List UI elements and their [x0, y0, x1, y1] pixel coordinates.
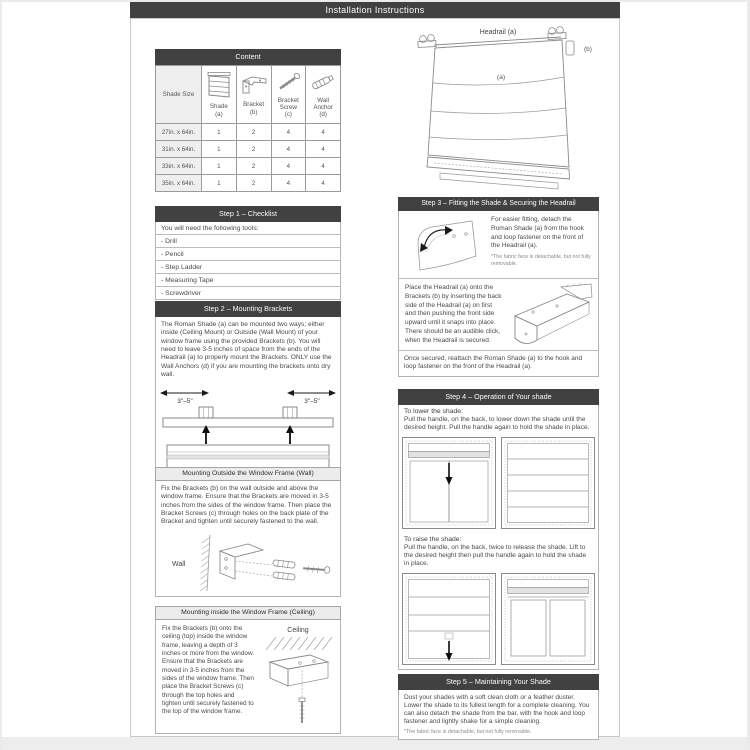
step4-section — [398, 389, 599, 670]
ceiling-mount-header: Mounting inside the Window Frame (Ceiling) — [155, 606, 341, 620]
step3-block2-text: Place the Headrail (a) onto the Brackets (b) by inserting the back side of the Headrail (a) on first and then pushing the front side upward until it snaps into place. There should be an audible click, when the Headrail is secured. — [405, 284, 502, 344]
col-header-bracket-screw — [271, 66, 306, 124]
ceiling-label: Ceiling — [287, 627, 309, 634]
step2-diagram-wrap — [156, 382, 340, 475]
shade-label: (a) — [496, 74, 506, 81]
sheet-body — [130, 18, 620, 737]
raise-shade-heading: To raise the shade: — [404, 535, 462, 543]
checklist-item: - Step Ladder — [156, 261, 340, 274]
ceiling-mount-box — [155, 620, 341, 734]
col-label: Bracket Screw — [277, 96, 299, 111]
cell-size: 31in. x 64in. — [156, 141, 202, 158]
step1-header: Step 1 – Checklist — [155, 206, 341, 222]
shade-overview-section — [398, 21, 599, 195]
cell-value: 1 — [202, 124, 237, 141]
step5-note: *The fabric face is detachable, but not fully removable. — [404, 728, 532, 735]
bracket-label: (b) — [584, 46, 592, 53]
step2-body: The Roman Shade (a) can be mounted two ways; either inside (Ceiling Mount) or Outside (Wall Mount) of your window frame using the provided Brackets (b). You will need to leave 3-5 inches of space from the ends of the Headrail (a) to properly mount the Brackets. ONLY use the Wall Anchors (d) if you are mounting the brackets onto dry wall. — [161, 321, 332, 379]
col-sub: (b) — [249, 108, 258, 116]
col-header-wall-anchor — [306, 66, 341, 124]
wall-anchor-icon — [309, 71, 337, 93]
wall-mount-header: Mounting Outside the Window Frame (Wall) — [155, 467, 341, 481]
checklist-item: - Drill — [156, 235, 340, 248]
wall-diagram-wrap — [156, 529, 340, 596]
step3-box — [398, 211, 599, 377]
cell-value: 4 — [306, 175, 341, 192]
wall-mount-box — [155, 481, 341, 597]
raise-diagrams — [399, 571, 598, 669]
content-section-header: Content — [155, 49, 341, 65]
step5-section — [398, 674, 599, 740]
step4-box — [398, 405, 599, 670]
col-label: Bracket — [243, 101, 265, 109]
step4-header: Step 4 – Operation of Your shade — [398, 389, 599, 405]
cell-value: 2 — [236, 158, 271, 175]
step5-box — [398, 690, 599, 740]
checklist-item: - Pencil — [156, 248, 340, 261]
col-label: Wall Anchor — [313, 96, 333, 111]
cell-value: 2 — [236, 175, 271, 192]
cell-value: 2 — [236, 141, 271, 158]
wall-label: Wall — [172, 560, 186, 568]
detach-fastener-diagram — [402, 214, 488, 274]
table-row — [156, 124, 341, 141]
window-shade-lowered-diagram — [501, 437, 595, 529]
wall-mount-diagram — [160, 531, 336, 593]
step3-block1-text — [488, 214, 595, 274]
checklist-item: - Measuring Tape — [156, 274, 340, 287]
content-section — [155, 49, 341, 192]
headrail-snap-diagram — [505, 282, 595, 348]
roman-shade-diagram — [398, 21, 598, 193]
step3-section — [398, 197, 599, 377]
step3-block1 — [399, 211, 598, 279]
lower-shade-body: Pull the handle, on the back, to lower down the shade until the desired height. Pull the handle again to hold the shade in place. — [404, 416, 590, 432]
col-header-bracket — [236, 66, 271, 124]
step3-block3: Once secured, reattach the Roman Shade (a) to the hook and loop fastener on the front of the Headrail (a). — [399, 350, 598, 376]
bracket-spacing-diagram — [158, 384, 338, 472]
cell-value: 1 — [202, 141, 237, 158]
table-row — [156, 175, 341, 192]
cell-value: 4 — [306, 158, 341, 175]
step3-block1-body: For easier fitting, detach the Roman Shade (a) from the hook and loop fastener on the front of the Headrail (a). — [491, 216, 584, 250]
dimension-label-left: 3"–5" — [177, 397, 193, 405]
cell-value: 4 — [271, 175, 306, 192]
step5-body: Dust your shades with a soft clean cloth or a feather duster. Lower the shade to its fullest length for a complete cleaning. You can also detach the shade from the bar, with the hook and loop fastener and lightly shake for a simple cleaning. — [404, 694, 590, 725]
col-sub: (a) — [215, 110, 223, 118]
cell-value: 1 — [202, 158, 237, 175]
window-shade-release-diagram — [402, 573, 496, 665]
lower-diagrams — [399, 435, 598, 533]
step1-section — [155, 206, 341, 300]
col-sub: (c) — [284, 111, 292, 119]
cell-value: 4 — [271, 141, 306, 158]
content-table — [155, 65, 341, 192]
page-edge-bottom — [0, 737, 750, 750]
cell-value: 2 — [236, 124, 271, 141]
cell-size: 27in. x 64in. — [156, 124, 202, 141]
step5-header: Step 5 – Maintaining Your Shade — [398, 674, 599, 690]
step2-box — [155, 317, 341, 476]
raise-shade-body: Pull the handle, on the back, twice to release the shade. Lift to the desired height then pull the handle again to hold the shade in place. — [404, 543, 587, 568]
col-label: Shade — [209, 103, 228, 111]
window-shade-raised-diagram — [501, 573, 595, 665]
ceiling-mount-body: Fix the Brackets (b) onto the ceiling (top) inside the window frame, leaving a depth of 3 inches or more from the window. Ensure that the Brackets are moved in 3-5 inches from the sides of the window frame. Then place the Bracket Screws (c) through the top holes and tighten until securely fastened to the top of the window frame. — [162, 625, 254, 716]
col-sub: (d) — [319, 111, 327, 119]
cell-value: 4 — [306, 124, 341, 141]
col-header-shade — [202, 66, 237, 124]
dimension-label-right: 3"–5" — [304, 397, 320, 405]
wall-mount-section — [155, 467, 341, 597]
col-header-shade-size: Shade Size — [156, 66, 202, 124]
checklist-item: - Screwdriver — [161, 290, 202, 297]
step2-header: Step 2 – Mounting Brackets — [155, 301, 341, 317]
cell-value: 4 — [271, 158, 306, 175]
instruction-sheet — [130, 2, 620, 737]
cell-size: 35in. x 64in. — [156, 175, 202, 192]
checklist-intro: You will need the following tools: — [156, 222, 340, 235]
bracket-screw-icon — [274, 71, 302, 93]
table-row — [156, 158, 341, 175]
page-title: Installation Instructions — [130, 2, 620, 18]
cell-value: 4 — [271, 124, 306, 141]
bracket-icon — [240, 73, 268, 97]
content-table-header-row — [156, 66, 341, 124]
step2-section — [155, 301, 341, 476]
step3-header: Step 3 – Fitting the Shade & Securing the Headrail — [398, 197, 599, 211]
cell-value: 4 — [306, 141, 341, 158]
step1-box — [155, 222, 341, 300]
lower-shade-heading: To lower the shade: — [404, 408, 463, 415]
window-shade-top-diagram — [402, 437, 496, 529]
step3-block1-note: *The fabric face is detachable, but not fully removable. — [491, 254, 591, 267]
ceiling-mount-section — [155, 606, 341, 734]
headrail-label: Headrail (a) — [479, 29, 517, 36]
wall-mount-body: Fix the Brackets (b) on the wall outside and above the window frame. Ensure that the Brackets are moved in 3-5 inches from the sides of the window frame. Then place the Bracket Screws (c) through holes on the back plate of the Bracket and tighten until securely fastened to the wall. — [161, 485, 332, 526]
cell-value: 1 — [202, 175, 237, 192]
shade-icon — [206, 71, 232, 99]
step3-block2 — [399, 279, 598, 350]
cell-size: 33in. x 64in. — [156, 158, 202, 175]
ceiling-mount-diagram — [258, 622, 338, 730]
page-edge-left — [0, 0, 2, 750]
table-row — [156, 141, 341, 158]
